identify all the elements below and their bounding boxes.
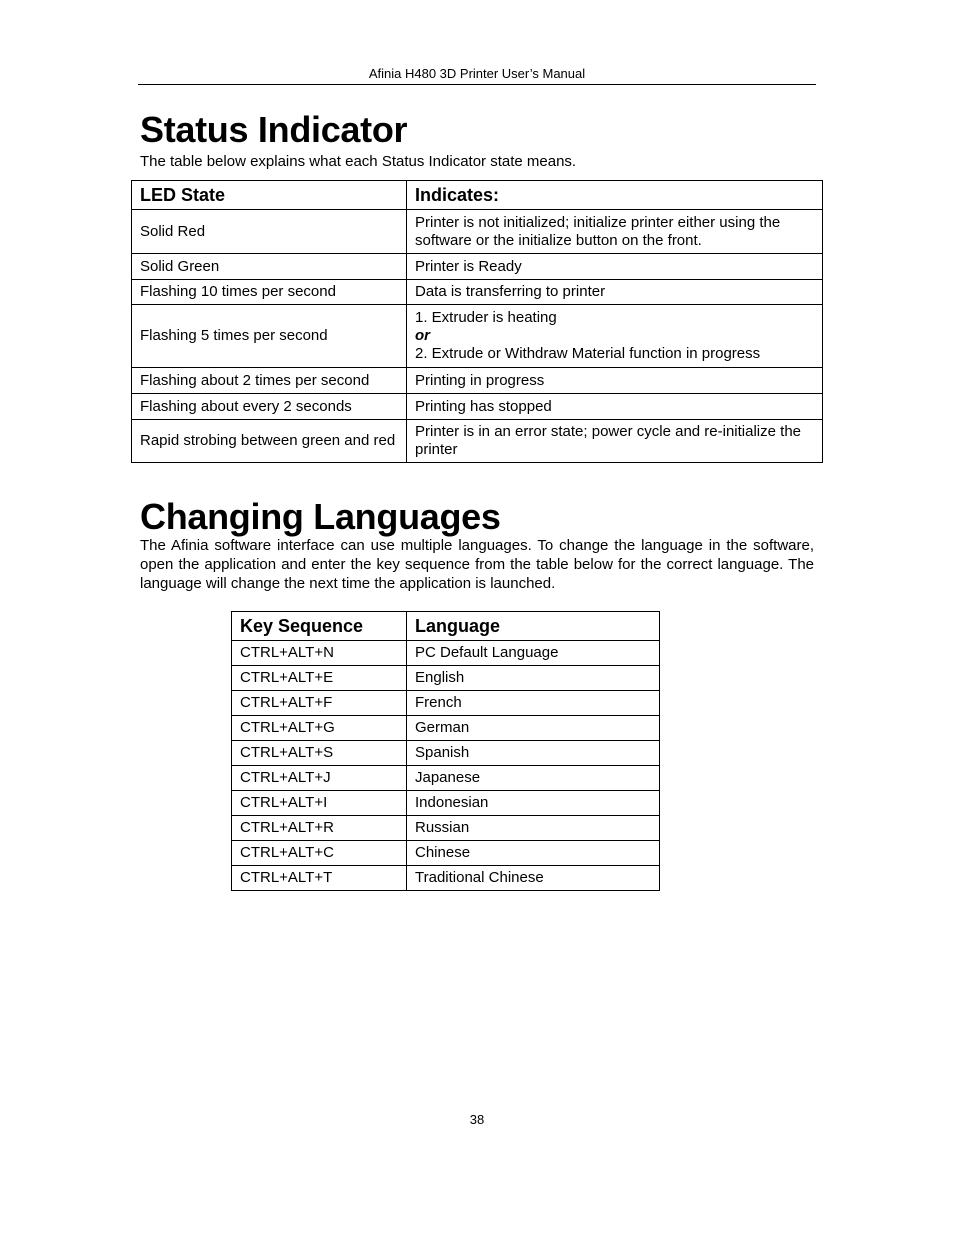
led-state-cell: Rapid strobing between green and red (132, 420, 407, 463)
table-row (232, 741, 660, 766)
language-cell: Spanish (407, 741, 660, 766)
column-header-led-state: LED State (132, 181, 407, 210)
led-state-cell: Solid Green (132, 254, 407, 280)
language-cell: Chinese (407, 841, 660, 866)
key-sequence-cell: CTRL+ALT+J (232, 766, 407, 791)
table-row (232, 791, 660, 816)
led-state-cell: Flashing about 2 times per second (132, 368, 407, 394)
led-state-cell: Flashing 5 times per second (132, 305, 407, 368)
table-header-row (132, 181, 823, 210)
language-cell: German (407, 716, 660, 741)
language-cell: Traditional Chinese (407, 866, 660, 891)
table-row (132, 420, 823, 463)
language-cell: Russian (407, 816, 660, 841)
table-row (132, 305, 823, 368)
running-header: Afinia H480 3D Printer User’s Manual (368, 66, 586, 81)
table-header-row (232, 612, 660, 641)
key-sequence-cell: CTRL+ALT+T (232, 866, 407, 891)
indicates-list-item: 1. Extruder is heating (415, 309, 557, 326)
table-row (132, 368, 823, 394)
table-row (232, 766, 660, 791)
led-state-cell: Solid Red (132, 210, 407, 254)
indicates-cell: Printing in progress (407, 368, 823, 394)
key-sequence-cell: CTRL+ALT+F (232, 691, 407, 716)
indicates-cell: Data is transferring to printer (407, 280, 823, 305)
column-header-indicates: Indicates: (407, 181, 823, 210)
indicates-cell: Printer is in an error state; power cycle and re-initialize the printer (407, 420, 823, 463)
column-header-key-sequence: Key Sequence (232, 612, 407, 641)
table-row (232, 716, 660, 741)
table-row (132, 254, 823, 280)
language-key-table (231, 611, 660, 891)
key-sequence-cell: CTRL+ALT+R (232, 816, 407, 841)
page-number: 38 (469, 1112, 485, 1127)
key-sequence-cell: CTRL+ALT+S (232, 741, 407, 766)
indicates-list-or: or (415, 327, 430, 344)
table-row (232, 641, 660, 666)
led-state-cell: Flashing 10 times per second (132, 280, 407, 305)
table-row (132, 280, 823, 305)
table-row (132, 210, 823, 254)
language-cell: PC Default Language (407, 641, 660, 666)
column-header-language: Language (407, 612, 660, 641)
key-sequence-cell: CTRL+ALT+I (232, 791, 407, 816)
language-cell: French (407, 691, 660, 716)
key-sequence-cell: CTRL+ALT+C (232, 841, 407, 866)
status-intro-text: The table below explains what each Status Indicator state means. (140, 153, 577, 170)
indicates-cell (407, 305, 823, 368)
key-sequence-cell: CTRL+ALT+E (232, 666, 407, 691)
table-row (232, 691, 660, 716)
table-row (232, 666, 660, 691)
table-row (132, 394, 823, 420)
table-row (232, 816, 660, 841)
section-title-status-indicator: Status Indicator (140, 109, 408, 150)
language-cell: Indonesian (407, 791, 660, 816)
table-row (232, 841, 660, 866)
languages-intro-text: The Afinia software interface can use multiple languages. To change the language in the software, open the application and enter the key sequence from the table below for the correct language. The language will change the next time the application is launched. (140, 537, 814, 592)
key-sequence-cell: CTRL+ALT+N (232, 641, 407, 666)
indicates-list-item: 2. Extrude or Withdraw Material function in progress (415, 345, 761, 362)
section-title-changing-languages: Changing Languages (140, 496, 501, 537)
status-indicator-table (131, 180, 823, 463)
table-row (232, 866, 660, 891)
key-sequence-cell: CTRL+ALT+G (232, 716, 407, 741)
indicates-cell: Printer is Ready (407, 254, 823, 280)
language-cell: English (407, 666, 660, 691)
indicates-cell: Printer is not initialized; initialize printer either using the software or the initialize button on the front. (407, 210, 823, 254)
language-cell: Japanese (407, 766, 660, 791)
indicates-cell: Printing has stopped (407, 394, 823, 420)
header-rule (138, 84, 816, 85)
led-state-cell: Flashing about every 2 seconds (132, 394, 407, 420)
